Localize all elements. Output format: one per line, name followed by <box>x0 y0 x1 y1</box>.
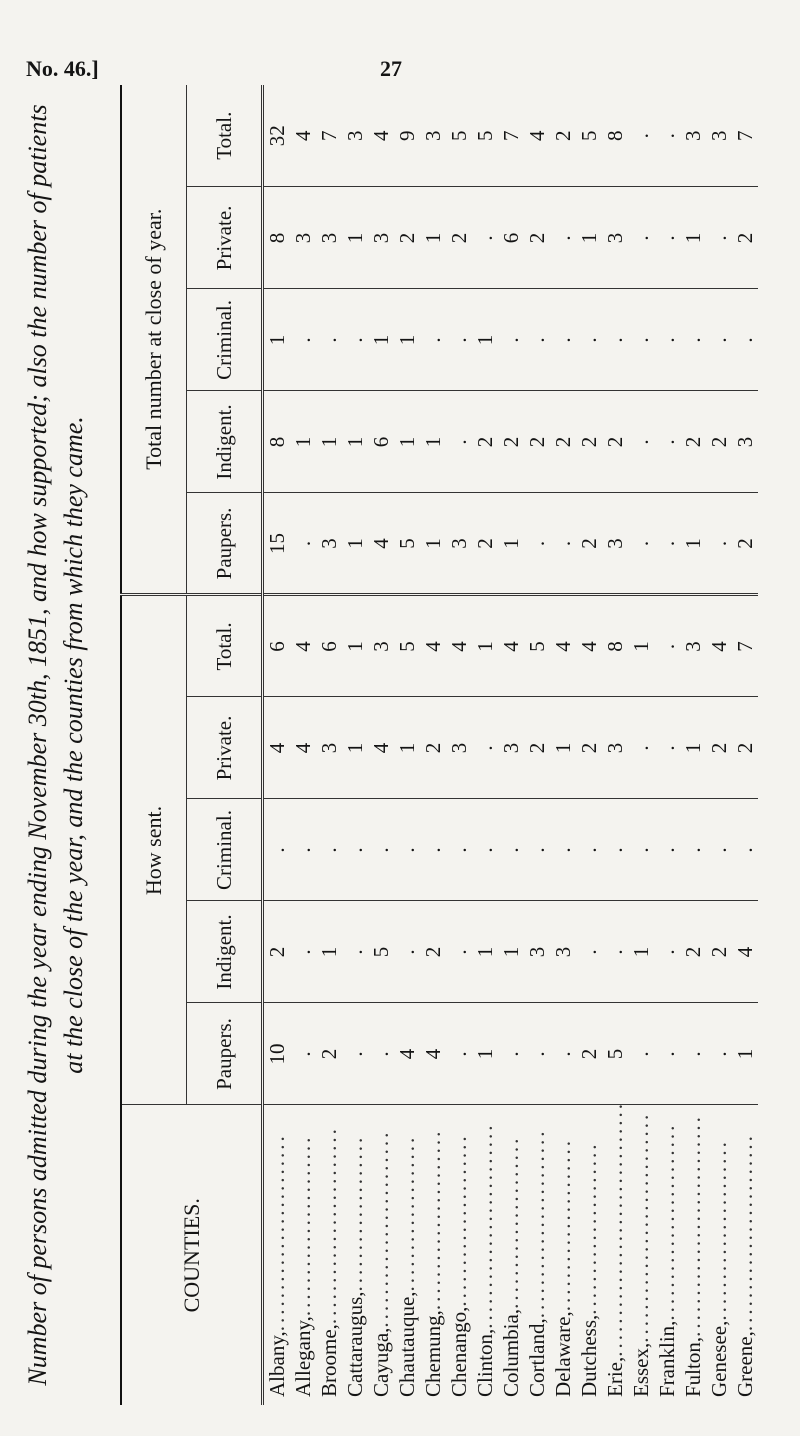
table-row <box>342 85 368 1405</box>
close-private-cell: 1 <box>576 187 602 289</box>
sent-paupers-cell: 10 <box>263 1003 291 1105</box>
close-total-cell: . <box>628 85 654 187</box>
sent-indigent-cell: 5 <box>368 901 394 1003</box>
close-private-cell: 3 <box>316 187 342 289</box>
close-total-cell: 2 <box>550 85 576 187</box>
close-paupers-cell: 1 <box>342 493 368 595</box>
close-criminal-cell: . <box>654 289 680 391</box>
sent-indigent-cell: . <box>342 901 368 1003</box>
sent-indigent-cell: 2 <box>420 901 446 1003</box>
close-indigent-cell: 2 <box>550 391 576 493</box>
close-paupers-cell: 2 <box>732 493 758 595</box>
sent-criminal-cell: . <box>446 799 472 901</box>
sent-indigent-cell: 2 <box>680 901 706 1003</box>
sent-paupers-cell: . <box>628 1003 654 1105</box>
table-row <box>472 85 498 1405</box>
dot-leader: ...................... <box>291 1134 315 1317</box>
close-private-cell: . <box>550 187 576 289</box>
table-row <box>446 85 472 1405</box>
sent-private-cell: 1 <box>550 697 576 799</box>
close-total-cell: 4 <box>524 85 550 187</box>
sent-private-cell: 2 <box>524 697 550 799</box>
admissions-table-container <box>120 85 758 1405</box>
close-private-cell: 1 <box>420 187 446 289</box>
sent-indigent-header: Indigent. <box>187 901 263 1003</box>
caption-line-2: at the close of the year, and the counties from which they came. <box>59 416 88 1074</box>
close-total-cell: 5 <box>576 85 602 187</box>
sent-indigent-cell: . <box>576 901 602 1003</box>
close-total-cell: 3 <box>706 85 732 187</box>
sent-private-cell: . <box>628 697 654 799</box>
sent-criminal-cell: . <box>290 799 316 901</box>
dot-leader: ............................... <box>603 1101 627 1357</box>
county-name: Cayuga, <box>369 1327 393 1397</box>
table-row <box>524 85 550 1405</box>
sent-paupers-cell: 5 <box>602 1003 628 1105</box>
county-cell <box>342 1105 368 1405</box>
close-criminal-cell: . <box>550 289 576 391</box>
close-private-cell: . <box>654 187 680 289</box>
dot-leader: ....................... <box>525 1128 549 1319</box>
sent-private-cell: 2 <box>706 697 732 799</box>
close-criminal-cell: . <box>524 289 550 391</box>
sent-indigent-cell: 4 <box>732 901 758 1003</box>
sent-total-cell: . <box>654 595 680 697</box>
close-total-cell: 7 <box>316 85 342 187</box>
close-total-cell: 7 <box>498 85 524 187</box>
table-caption <box>20 95 92 1395</box>
sent-paupers-cell: . <box>290 1003 316 1105</box>
sent-private-header: Private. <box>187 697 263 799</box>
county-cell <box>576 1105 602 1405</box>
sent-paupers-cell: . <box>498 1003 524 1105</box>
sent-total-cell: 4 <box>706 595 732 697</box>
sent-criminal-cell: . <box>706 799 732 901</box>
close-total-cell: 4 <box>368 85 394 187</box>
sent-indigent-cell: 1 <box>316 901 342 1003</box>
sent-criminal-cell: . <box>342 799 368 901</box>
close-indigent-cell: 1 <box>290 391 316 493</box>
close-total-cell: 3 <box>680 85 706 187</box>
close-private-cell: . <box>472 187 498 289</box>
table-group-header-row <box>121 85 187 1405</box>
dot-leader: ........................ <box>317 1126 341 1325</box>
county-name: Broome, <box>317 1324 341 1397</box>
sent-private-cell: 3 <box>602 697 628 799</box>
table-row <box>628 85 654 1405</box>
sent-paupers-cell: 2 <box>316 1003 342 1105</box>
county-name: Dutchess, <box>577 1314 601 1397</box>
sent-criminal-header: Criminal. <box>187 799 263 901</box>
sent-private-cell: 3 <box>316 697 342 799</box>
close-criminal-cell: . <box>706 289 732 391</box>
close-total-cell: 5 <box>446 85 472 187</box>
close-criminal-cell: . <box>498 289 524 391</box>
close-private-cell: . <box>628 187 654 289</box>
page-number-label: No. 46.] <box>26 56 99 81</box>
sent-private-cell: 3 <box>498 697 524 799</box>
sent-criminal-cell: . <box>316 799 342 901</box>
close-total-cell: 4 <box>290 85 316 187</box>
close-indigent-cell: . <box>628 391 654 493</box>
close-criminal-cell: . <box>420 289 446 391</box>
dot-leader: ...................... <box>707 1139 731 1321</box>
close-criminal-cell: . <box>316 289 342 391</box>
close-total-cell: 3 <box>420 85 446 187</box>
sent-criminal-cell: . <box>498 799 524 901</box>
county-name: Greene, <box>733 1331 757 1397</box>
county-name: Essex, <box>629 1342 653 1397</box>
close-paupers-cell: 4 <box>368 493 394 595</box>
sent-paupers-cell: . <box>680 1003 706 1105</box>
close-private-cell: 1 <box>342 187 368 289</box>
county-cell <box>316 1105 342 1405</box>
close-criminal-cell: . <box>290 289 316 391</box>
close-indigent-cell: 3 <box>732 391 758 493</box>
close-private-cell: 2 <box>394 187 420 289</box>
dot-leader: ..................... <box>447 1133 471 1307</box>
sent-total-cell: 4 <box>498 595 524 697</box>
sent-indigent-cell: . <box>654 901 680 1003</box>
county-cell <box>368 1105 394 1405</box>
sent-total-cell: 4 <box>420 595 446 697</box>
close-paupers-cell: . <box>654 493 680 595</box>
close-paupers-cell: . <box>628 493 654 595</box>
sent-criminal-cell: . <box>550 799 576 901</box>
county-name: Chautauque, <box>395 1291 419 1397</box>
sent-total-cell: 4 <box>550 595 576 697</box>
dot-leader: ............................ <box>629 1111 653 1343</box>
table-row <box>263 85 291 1405</box>
close-paupers-cell: 3 <box>602 493 628 595</box>
dot-leader: ......................... <box>473 1122 497 1329</box>
sent-total-cell: 5 <box>394 595 420 697</box>
dot-leader: ........................ <box>265 1133 289 1332</box>
table-body <box>263 85 759 1405</box>
sent-indigent-cell: 3 <box>550 901 576 1003</box>
close-indigent-cell: 2 <box>602 391 628 493</box>
close-paupers-cell: . <box>290 493 316 595</box>
close-indigent-cell: 2 <box>576 391 602 493</box>
close-criminal-cell: 1 <box>472 289 498 391</box>
close-criminal-cell: . <box>680 289 706 391</box>
sent-private-cell: . <box>472 697 498 799</box>
close-private-header: Private. <box>187 187 263 289</box>
sent-criminal-cell: . <box>602 799 628 901</box>
close-paupers-cell: 5 <box>394 493 420 595</box>
close-criminal-cell: . <box>342 289 368 391</box>
sent-indigent-cell: 3 <box>524 901 550 1003</box>
sent-paupers-cell: . <box>654 1003 680 1105</box>
sent-criminal-cell: . <box>368 799 394 901</box>
county-cell <box>732 1105 758 1405</box>
table-row <box>550 85 576 1405</box>
close-criminal-cell: . <box>576 289 602 391</box>
county-name: Fulton, <box>681 1336 705 1397</box>
close-indigent-header: Indigent. <box>187 391 263 493</box>
dot-leader: ..................... <box>577 1141 601 1315</box>
close-paupers-cell: . <box>524 493 550 595</box>
close-indigent-cell: 8 <box>263 391 291 493</box>
sent-paupers-cell: . <box>524 1003 550 1105</box>
counties-header: COUNTIES. <box>121 1105 263 1405</box>
close-total-cell: . <box>654 85 680 187</box>
close-paupers-cell: . <box>706 493 732 595</box>
close-criminal-cell: 1 <box>263 289 291 391</box>
county-name: Cattaraugus, <box>343 1291 367 1397</box>
county-cell <box>550 1105 576 1405</box>
sent-private-cell: 4 <box>263 697 291 799</box>
close-indigent-cell: 2 <box>524 391 550 493</box>
table-row <box>498 85 524 1405</box>
sent-private-cell: 2 <box>732 697 758 799</box>
sent-total-cell: 1 <box>628 595 654 697</box>
county-cell <box>602 1101 628 1405</box>
sent-indigent-cell: 2 <box>263 901 291 1003</box>
county-cell <box>706 1105 732 1405</box>
close-total-cell: 5 <box>472 85 498 187</box>
close-indigent-cell: 1 <box>316 391 342 493</box>
sent-indigent-cell: . <box>602 901 628 1003</box>
county-name: Cortland, <box>525 1318 549 1397</box>
close-private-cell: 2 <box>524 187 550 289</box>
sent-criminal-cell: . <box>628 799 654 901</box>
county-cell <box>654 1105 680 1405</box>
sent-paupers-cell: . <box>706 1003 732 1105</box>
sent-indigent-cell: . <box>290 901 316 1003</box>
sent-indigent-cell: 1 <box>472 901 498 1003</box>
table-row <box>654 85 680 1405</box>
close-total-cell: 8 <box>602 85 628 187</box>
sent-total-cell: 7 <box>732 595 758 697</box>
close-private-cell: 2 <box>446 187 472 289</box>
county-name: Genesee, <box>707 1320 731 1397</box>
dot-leader: ........................ <box>369 1129 393 1328</box>
county-name: Columbia, <box>499 1308 523 1397</box>
sent-total-header: Total. <box>187 595 263 697</box>
sent-paupers-cell: . <box>342 1003 368 1105</box>
sent-indigent-cell: 2 <box>706 901 732 1003</box>
close-private-cell: 2 <box>732 187 758 289</box>
close-indigent-cell: 2 <box>680 391 706 493</box>
close-total-header: Total. <box>187 85 263 187</box>
close-paupers-cell: 1 <box>680 493 706 595</box>
close-private-cell: 3 <box>368 187 394 289</box>
sent-paupers-cell: . <box>550 1003 576 1105</box>
county-cell <box>263 1105 291 1405</box>
sent-total-cell: 6 <box>316 595 342 697</box>
sent-private-cell: 3 <box>446 697 472 799</box>
sent-total-cell: 1 <box>472 595 498 697</box>
close-paupers-cell: 1 <box>420 493 446 595</box>
sent-total-cell: 8 <box>602 595 628 697</box>
close-indigent-cell: 1 <box>420 391 446 493</box>
sent-paupers-cell: 2 <box>576 1003 602 1105</box>
county-cell <box>628 1105 654 1405</box>
county-cell <box>524 1105 550 1405</box>
close-indigent-cell: 1 <box>342 391 368 493</box>
sent-total-cell: 1 <box>342 595 368 697</box>
county-cell <box>680 1105 706 1405</box>
close-total-cell: 32 <box>263 85 291 187</box>
close-private-cell: . <box>706 187 732 289</box>
close-indigent-cell: . <box>654 391 680 493</box>
sent-criminal-cell: . <box>394 799 420 901</box>
close-indigent-cell: 2 <box>472 391 498 493</box>
county-name: Albany, <box>265 1331 289 1397</box>
close-private-cell: 3 <box>290 187 316 289</box>
county-name: Franklin, <box>655 1320 679 1397</box>
table-row <box>732 85 758 1405</box>
sent-private-cell: 1 <box>342 697 368 799</box>
table-row <box>368 85 394 1405</box>
close-total-cell: 3 <box>342 85 368 187</box>
close-private-cell: 6 <box>498 187 524 289</box>
sent-paupers-cell: 4 <box>394 1003 420 1105</box>
dot-leader: ................... <box>343 1134 367 1292</box>
dot-leader: ..................... <box>551 1138 575 1312</box>
dot-leader: ........................ <box>655 1122 679 1321</box>
close-criminal-header: Criminal. <box>187 289 263 391</box>
county-name: Delaware, <box>551 1311 575 1397</box>
close-criminal-cell: 1 <box>394 289 420 391</box>
sent-private-cell: . <box>654 697 680 799</box>
close-paupers-header: Paupers. <box>187 493 263 595</box>
close-criminal-cell: . <box>602 289 628 391</box>
sent-total-cell: 3 <box>680 595 706 697</box>
sent-private-cell: 1 <box>394 697 420 799</box>
sent-total-cell: 3 <box>368 595 394 697</box>
close-of-year-header: Total number at close of year. <box>121 85 187 595</box>
table-row <box>316 85 342 1405</box>
close-indigent-cell: 1 <box>394 391 420 493</box>
close-indigent-cell: 2 <box>706 391 732 493</box>
admissions-table <box>120 85 758 1405</box>
close-criminal-cell: . <box>628 289 654 391</box>
county-cell <box>394 1105 420 1405</box>
county-name: Chenango, <box>447 1306 471 1397</box>
close-total-cell: 9 <box>394 85 420 187</box>
county-cell <box>420 1105 446 1405</box>
county-cell <box>498 1105 524 1405</box>
sent-total-cell: 4 <box>446 595 472 697</box>
dot-leader: ........................... <box>681 1114 705 1337</box>
sent-indigent-cell: 1 <box>498 901 524 1003</box>
close-private-cell: 1 <box>680 187 706 289</box>
dot-leader: ................... <box>395 1134 419 1292</box>
dot-leader: ........................ <box>733 1133 757 1332</box>
rotated-page-content <box>20 85 757 1405</box>
close-private-cell: 3 <box>602 187 628 289</box>
county-name: Erie, <box>603 1356 627 1397</box>
table-row <box>602 85 628 1405</box>
sent-indigent-cell: 1 <box>628 901 654 1003</box>
table-row <box>290 85 316 1405</box>
sent-criminal-cell: . <box>420 799 446 901</box>
close-indigent-cell: 6 <box>368 391 394 493</box>
how-sent-header: How sent. <box>121 595 187 1105</box>
sent-private-cell: 2 <box>576 697 602 799</box>
close-total-cell: 7 <box>732 85 758 187</box>
close-paupers-cell: 3 <box>446 493 472 595</box>
sent-indigent-cell: . <box>394 901 420 1003</box>
county-cell <box>290 1105 316 1405</box>
close-paupers-cell: 2 <box>472 493 498 595</box>
close-indigent-cell: . <box>446 391 472 493</box>
close-paupers-cell: 1 <box>498 493 524 595</box>
table-row <box>576 85 602 1405</box>
sent-criminal-cell: . <box>263 799 291 901</box>
county-name: Chemung, <box>421 1310 445 1397</box>
sent-total-cell: 6 <box>263 595 291 697</box>
close-paupers-cell: 3 <box>316 493 342 595</box>
county-cell <box>446 1105 472 1405</box>
close-criminal-cell: . <box>446 289 472 391</box>
sent-criminal-cell: . <box>576 799 602 901</box>
county-cell <box>472 1105 498 1405</box>
sent-total-cell: 4 <box>290 595 316 697</box>
sent-private-cell: 1 <box>680 697 706 799</box>
sent-total-cell: 5 <box>524 595 550 697</box>
table-row <box>394 85 420 1405</box>
close-paupers-cell: 2 <box>576 493 602 595</box>
close-paupers-cell: 15 <box>263 493 291 595</box>
sent-paupers-cell: 4 <box>420 1003 446 1105</box>
sent-criminal-cell: . <box>732 799 758 901</box>
close-criminal-cell: 1 <box>368 289 394 391</box>
page-number: 27 <box>380 56 402 81</box>
sent-criminal-cell: . <box>472 799 498 901</box>
sent-paupers-header: Paupers. <box>187 1003 263 1105</box>
close-paupers-cell: . <box>550 493 576 595</box>
sent-paupers-cell: 1 <box>732 1003 758 1105</box>
county-name: Allegany, <box>291 1316 315 1397</box>
table-row <box>420 85 446 1405</box>
sent-paupers-cell: . <box>368 1003 394 1105</box>
table-row <box>680 85 706 1405</box>
dot-leader: ..................... <box>499 1135 523 1309</box>
sent-indigent-cell: . <box>446 901 472 1003</box>
sent-criminal-cell: . <box>654 799 680 901</box>
sent-criminal-cell: . <box>680 799 706 901</box>
sent-private-cell: 2 <box>420 697 446 799</box>
sent-private-cell: 4 <box>368 697 394 799</box>
close-criminal-cell: . <box>732 289 758 391</box>
sent-private-cell: 4 <box>290 697 316 799</box>
sent-total-cell: 4 <box>576 595 602 697</box>
caption-line-1: Number of persons admitted during the year ending November 30th, 1851, and how supported; also the number of patients <box>23 104 52 1386</box>
sent-paupers-cell: 1 <box>472 1003 498 1105</box>
close-indigent-cell: 2 <box>498 391 524 493</box>
county-name: Clinton, <box>473 1328 497 1397</box>
close-private-cell: 8 <box>263 187 291 289</box>
sent-criminal-cell: . <box>524 799 550 901</box>
dot-leader: ...................... <box>421 1128 445 1311</box>
sent-paupers-cell: . <box>446 1003 472 1105</box>
table-row <box>706 85 732 1405</box>
